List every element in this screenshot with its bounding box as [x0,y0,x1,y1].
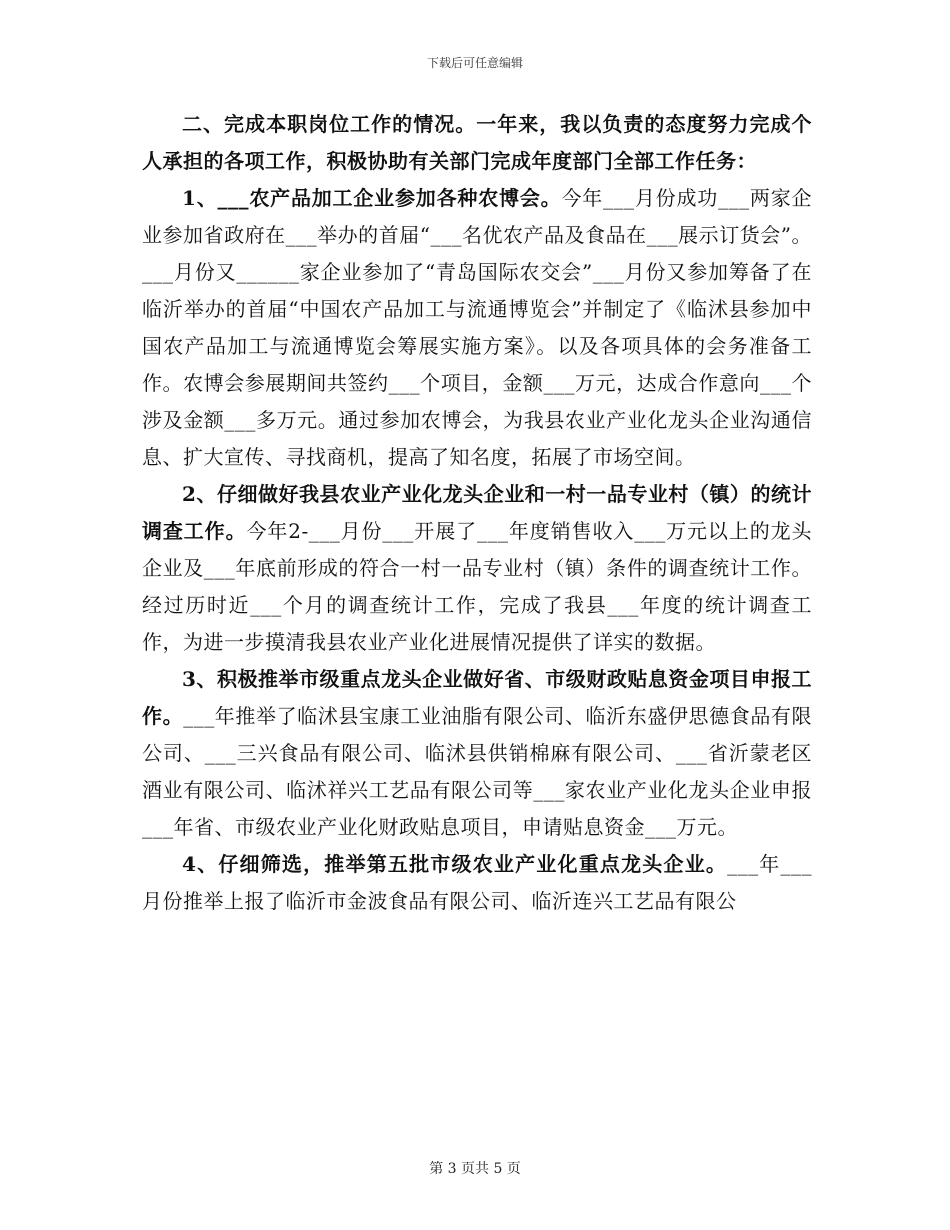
paragraph-item-1 [142,180,812,476]
paragraph-heading: 2、仔细做好我县农业产业化龙头企业和一村一品专业村（镇）的统计调查工作。 [142,482,812,543]
paragraph-item-2 [142,476,812,661]
document-body [142,106,812,920]
page-header-note: 下载后可任意编辑 [426,56,523,70]
paragraph-heading: 1、___农产品加工企业参加各种农博会。 [182,186,562,210]
paragraph-section-2 [142,106,812,180]
page-number: 第 3 页共 5 页 [429,1161,521,1177]
paragraph-heading: 3、积极推举市级重点龙头企业做好省、市级财政贴息资金项目申报工作。 [142,667,812,728]
paragraph-text: 今年___月份成功___两家企业参加省政府在___举办的首届“___名优农产品及食品在___展示订货会”。___月份又______家企业参加了“青岛国际农交会”___月份又参加筹备了在临沂举办的首届“中国农产品加工与流通博览会”并制定了《临沭县参加中国农产品加工与流通博览会筹展实施方案》。以及各项具体的会务准备工作。农博会参展期间共签约___个项目，金额___万元，达成合作意向___个涉及金额___多万元。通过参加农博会，为我县农业产业化龙头企业沟通信息、扩大宣传、寻找商机，提高了知名度，拓展了市场空间。 [142,186,813,469]
paragraph-text: ___年___月份推举上报了临沂市金波食品有限公司、临沂连兴工艺品有限公 [142,852,813,913]
paragraph-heading: 4、仔细筛选，推举第五批市级农业产业化重点龙头企业。 [182,852,728,876]
paragraph-text: ___年推举了临沭县宝康工业油脂有限公司、临沂东盛伊思德食品有限公司、___三兴食品有限公司、临沭县供销棉麻有限公司、___省沂蒙老区酒业有限公司、临沭祥兴工艺品有限公司等___家农业产业化龙头企业申报___年省、市级农业产业化财政贴息项目，申请贴息资金___万元。 [142,704,813,839]
paragraph-heading: 二、完成本职岗位工作的情况。一年来，我以负责的态度努力完成个人承担的各项工作，积极协助有关部门完成年度部门全部工作任务： [142,112,812,173]
paragraph-item-3 [142,661,812,846]
paragraph-text: 今年2-___月份___开展了___年度销售收入___万元以上的龙头企业及___年底前形成的符合一村一品专业村（镇）条件的调查统计工作。经过历时近___个月的调查统计工作，完成了我县___年度的统计调查工作，为进一步摸清我县农业产业化进展情况提供了详实的数据。 [142,519,812,654]
paragraph-item-4 [142,846,812,920]
